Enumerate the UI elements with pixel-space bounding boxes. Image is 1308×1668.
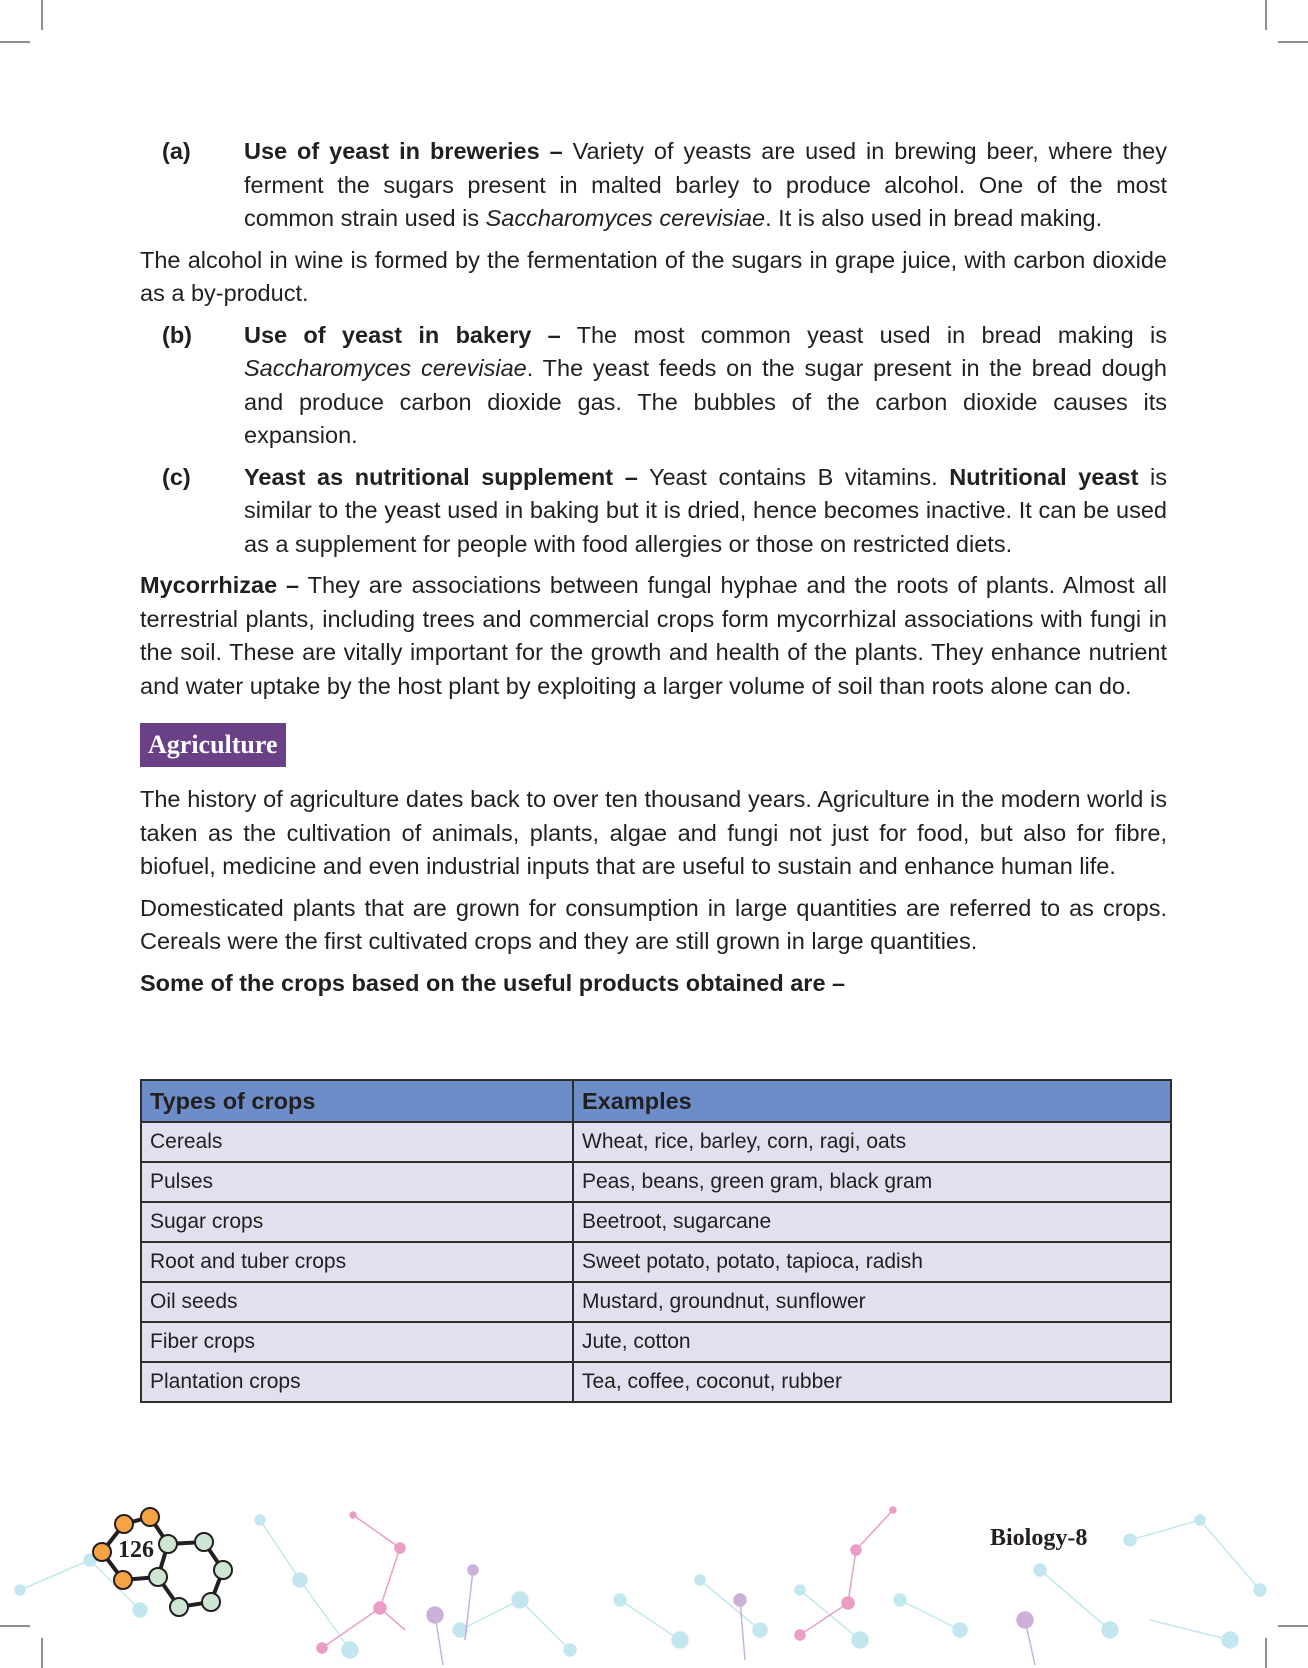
crop-type: Plantation crops (141, 1362, 573, 1402)
item-text: . It is also used in bread making. (765, 205, 1103, 231)
crops-table (140, 1079, 1172, 1403)
page-content (140, 135, 1167, 1008)
list-item-nutritional (162, 461, 1167, 562)
item-text: Variety of yeasts are used in brewing beer, where they ferment the sugars present in malted barley to produce alcohol. One of the most common strain used is (244, 138, 1167, 231)
crop-type: Oil seeds (141, 1282, 573, 1322)
agriculture-paragraph-2: Domesticated plants that are grown for consumption in large quantities are referred to as crops. Cereals were the first cultivated crops and they are still grown in large quantities. (140, 894, 1167, 954)
table-row (141, 1322, 1171, 1362)
table-row (141, 1362, 1171, 1402)
crop-mark (1278, 41, 1308, 43)
table-caption: Some of the crops based on the useful products obtained are – (140, 969, 846, 996)
table-row (141, 1202, 1171, 1242)
column-header: Examples (573, 1080, 1171, 1122)
item-title: Use of yeast in bakery – (244, 321, 561, 348)
item-label: (a) (162, 138, 191, 164)
mycorrhizae-title: Mycorrhizae – (140, 572, 300, 598)
column-header: Types of crops (141, 1080, 573, 1122)
species-name: Saccharomyces cerevisiae (244, 355, 527, 381)
table-row (141, 1162, 1171, 1202)
crop-examples: Beetroot, sugarcane (573, 1202, 1171, 1242)
item-text: The most common yeast used in bread making is (560, 321, 1167, 348)
crop-examples: Wheat, rice, barley, corn, ragi, oats (573, 1122, 1171, 1162)
hexagon-molecule-icon (80, 1480, 280, 1630)
list-item-bakery (162, 319, 1167, 453)
crop-examples: Peas, beans, green gram, black gram (573, 1162, 1171, 1202)
item-title: Use of yeast in breweries – (244, 138, 563, 164)
mycorrhizae-paragraph (140, 569, 1167, 703)
book-title: Biology-8 (990, 1525, 1088, 1551)
mycorrhizae-text: They are associations between fungal hyphae and the roots of plants. Almost all terrestrial plants, including trees and commercial crops form mycorrhizal associations with fungi in the soil. These are vitally important for the growth and health of the plants. They enhance nutrient and water uptake by the host plant by exploiting a larger volume of soil than roots alone can do. (140, 572, 1168, 699)
crop-mark (41, 0, 43, 30)
crop-type: Cereals (141, 1122, 573, 1162)
table-row (141, 1242, 1171, 1282)
page-number: 126 (118, 1537, 154, 1563)
crop-type: Fiber crops (141, 1322, 573, 1362)
list-item-breweries (162, 135, 1167, 236)
item-title: Yeast as nutritional supplement – (244, 463, 638, 490)
crop-examples: Tea, coffee, coconut, rubber (573, 1362, 1171, 1402)
item-label: (b) (162, 321, 193, 348)
item-text: Yeast contains B vitamins. (637, 463, 950, 490)
bold-term: Nutritional yeast (949, 463, 1139, 490)
crop-type: Sugar crops (141, 1202, 573, 1242)
crop-examples: Mustard, groundnut, sunflower (573, 1282, 1171, 1322)
crop-mark (0, 41, 30, 43)
wine-paragraph: The alcohol in wine is formed by the fermentation of the sugars in grape juice, with carbon dioxide as a by-product. (140, 246, 1167, 306)
crop-type: Root and tuber crops (141, 1242, 573, 1282)
item-text: is similar to the yeast used in baking but it is dried, hence becomes inactive. It can be used as a supplement for people with food allergies or those on restricted diets. (244, 463, 1167, 557)
item-label: (c) (162, 463, 191, 490)
table-row (141, 1122, 1171, 1162)
crop-mark (1265, 0, 1267, 30)
crop-type: Pulses (141, 1162, 573, 1202)
agriculture-paragraph-1: The history of agriculture dates back to over ten thousand years. Agriculture in the modern world is taken as the cultivation of animals, plants, algae and fungi not just for food, but also for fibre, biofuel, medicine and even industrial inputs that are useful to sustain and enhance human life. (140, 786, 1167, 879)
species-name: Saccharomyces cerevisiae (485, 205, 766, 231)
item-text: . The yeast feeds on the sugar present in the bread dough and produce carbon dioxide gas. The bubbles of the carbon dioxide causes its expansion. (244, 355, 1168, 448)
table-header-row (141, 1080, 1171, 1122)
crop-examples: Jute, cotton (573, 1322, 1171, 1362)
table-row (141, 1282, 1171, 1322)
section-heading: Agriculture (140, 723, 286, 767)
crop-examples: Sweet potato, potato, tapioca, radish (573, 1242, 1171, 1282)
